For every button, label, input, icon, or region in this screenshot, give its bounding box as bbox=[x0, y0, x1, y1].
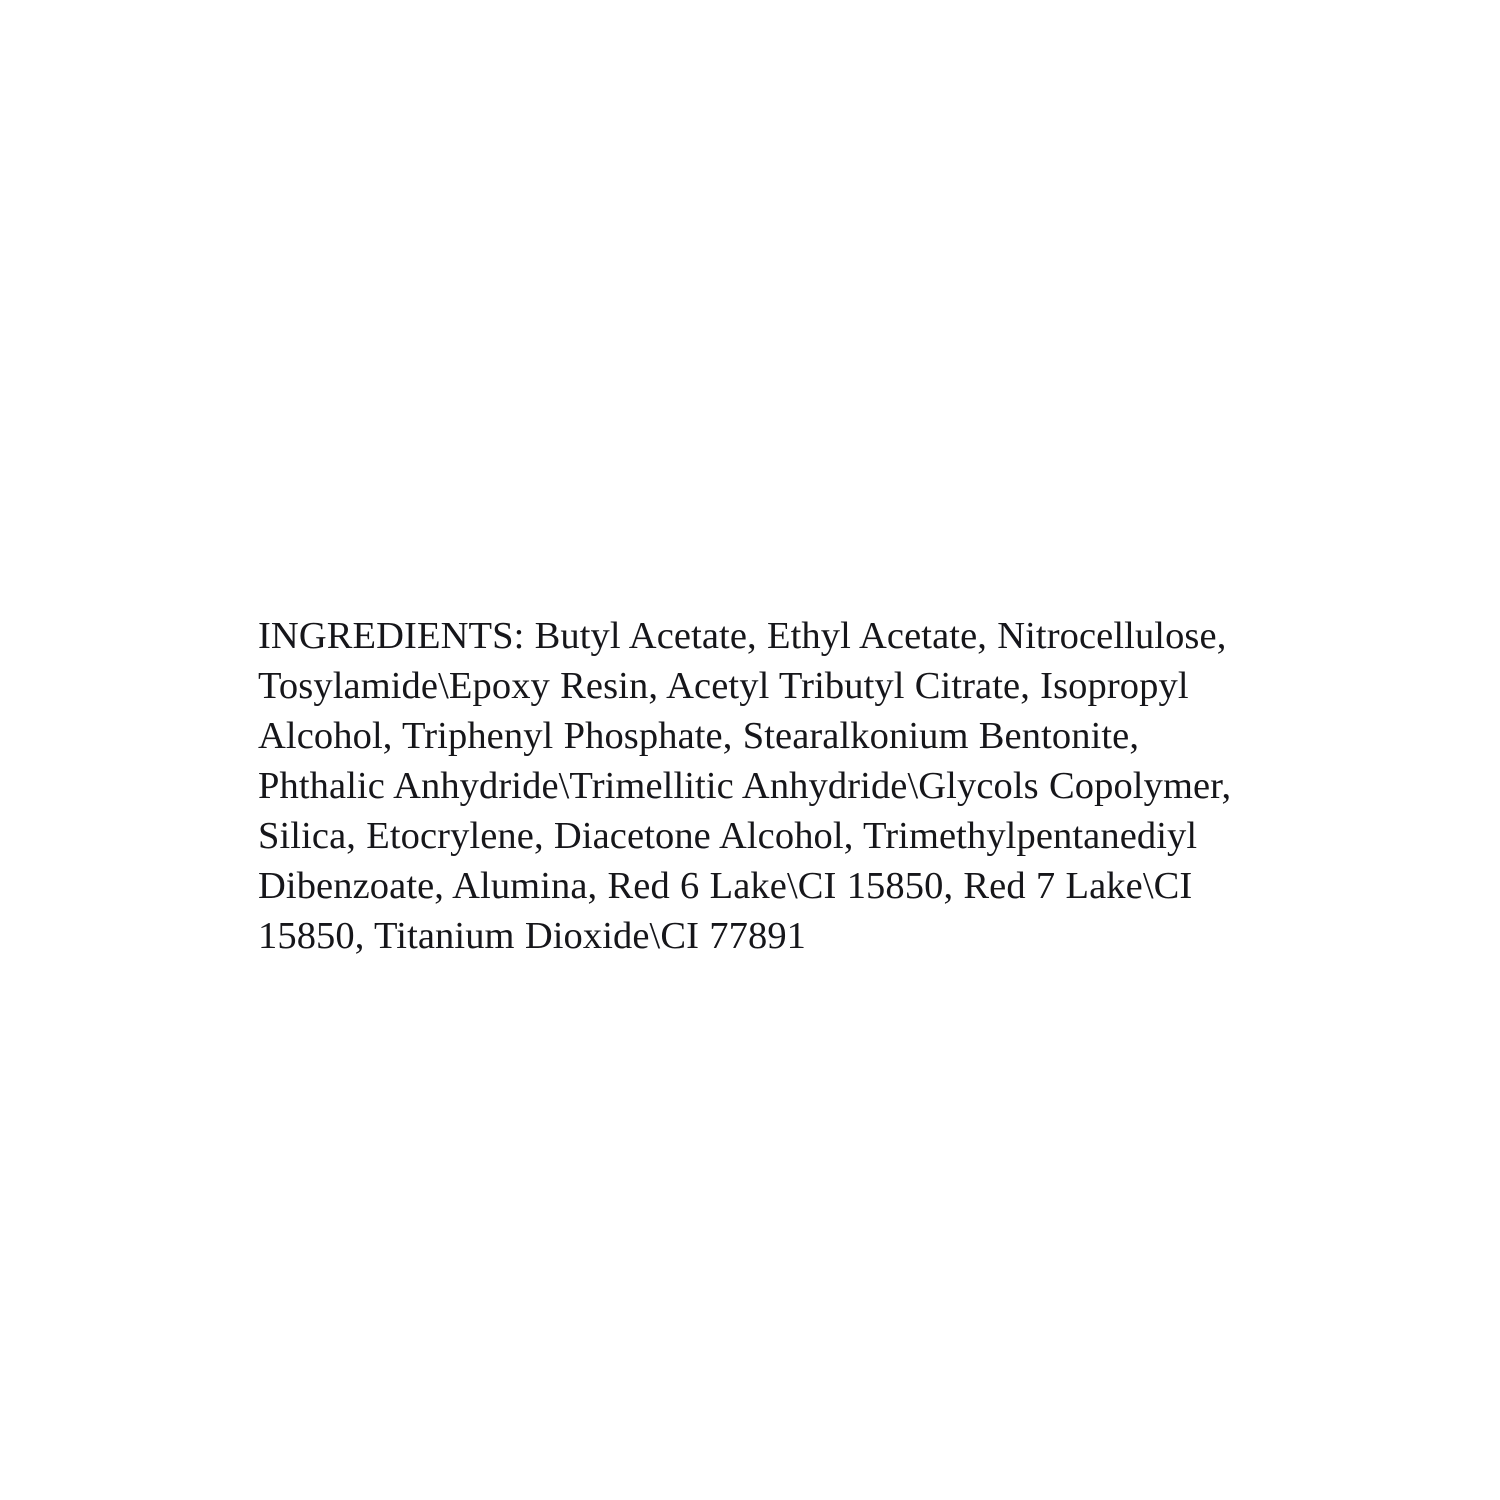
ingredients-block bbox=[258, 572, 1268, 999]
ingredients-paragraph: INGREDIENTS: Butyl Acetate, Ethyl Acetate, Nitrocellulose, Tosylamide\Epoxy Resin, Acetyl Tributyl Citrate, Isopropyl Alcohol, Triphenyl Phosphate, Stearalkonium Bentonite, Phthalic Anhydride\Trimellitic Anhydride\Glycols Copolymer, Silica, Etocrylene, Diacetone Alcohol, Trimethylpentanediyl Dibenzoate, Alumina, Red 6 Lake\CI 15850, Red 7 Lake\CI 15850, Titanium Dioxide\CI 77891 bbox=[258, 614, 1242, 957]
